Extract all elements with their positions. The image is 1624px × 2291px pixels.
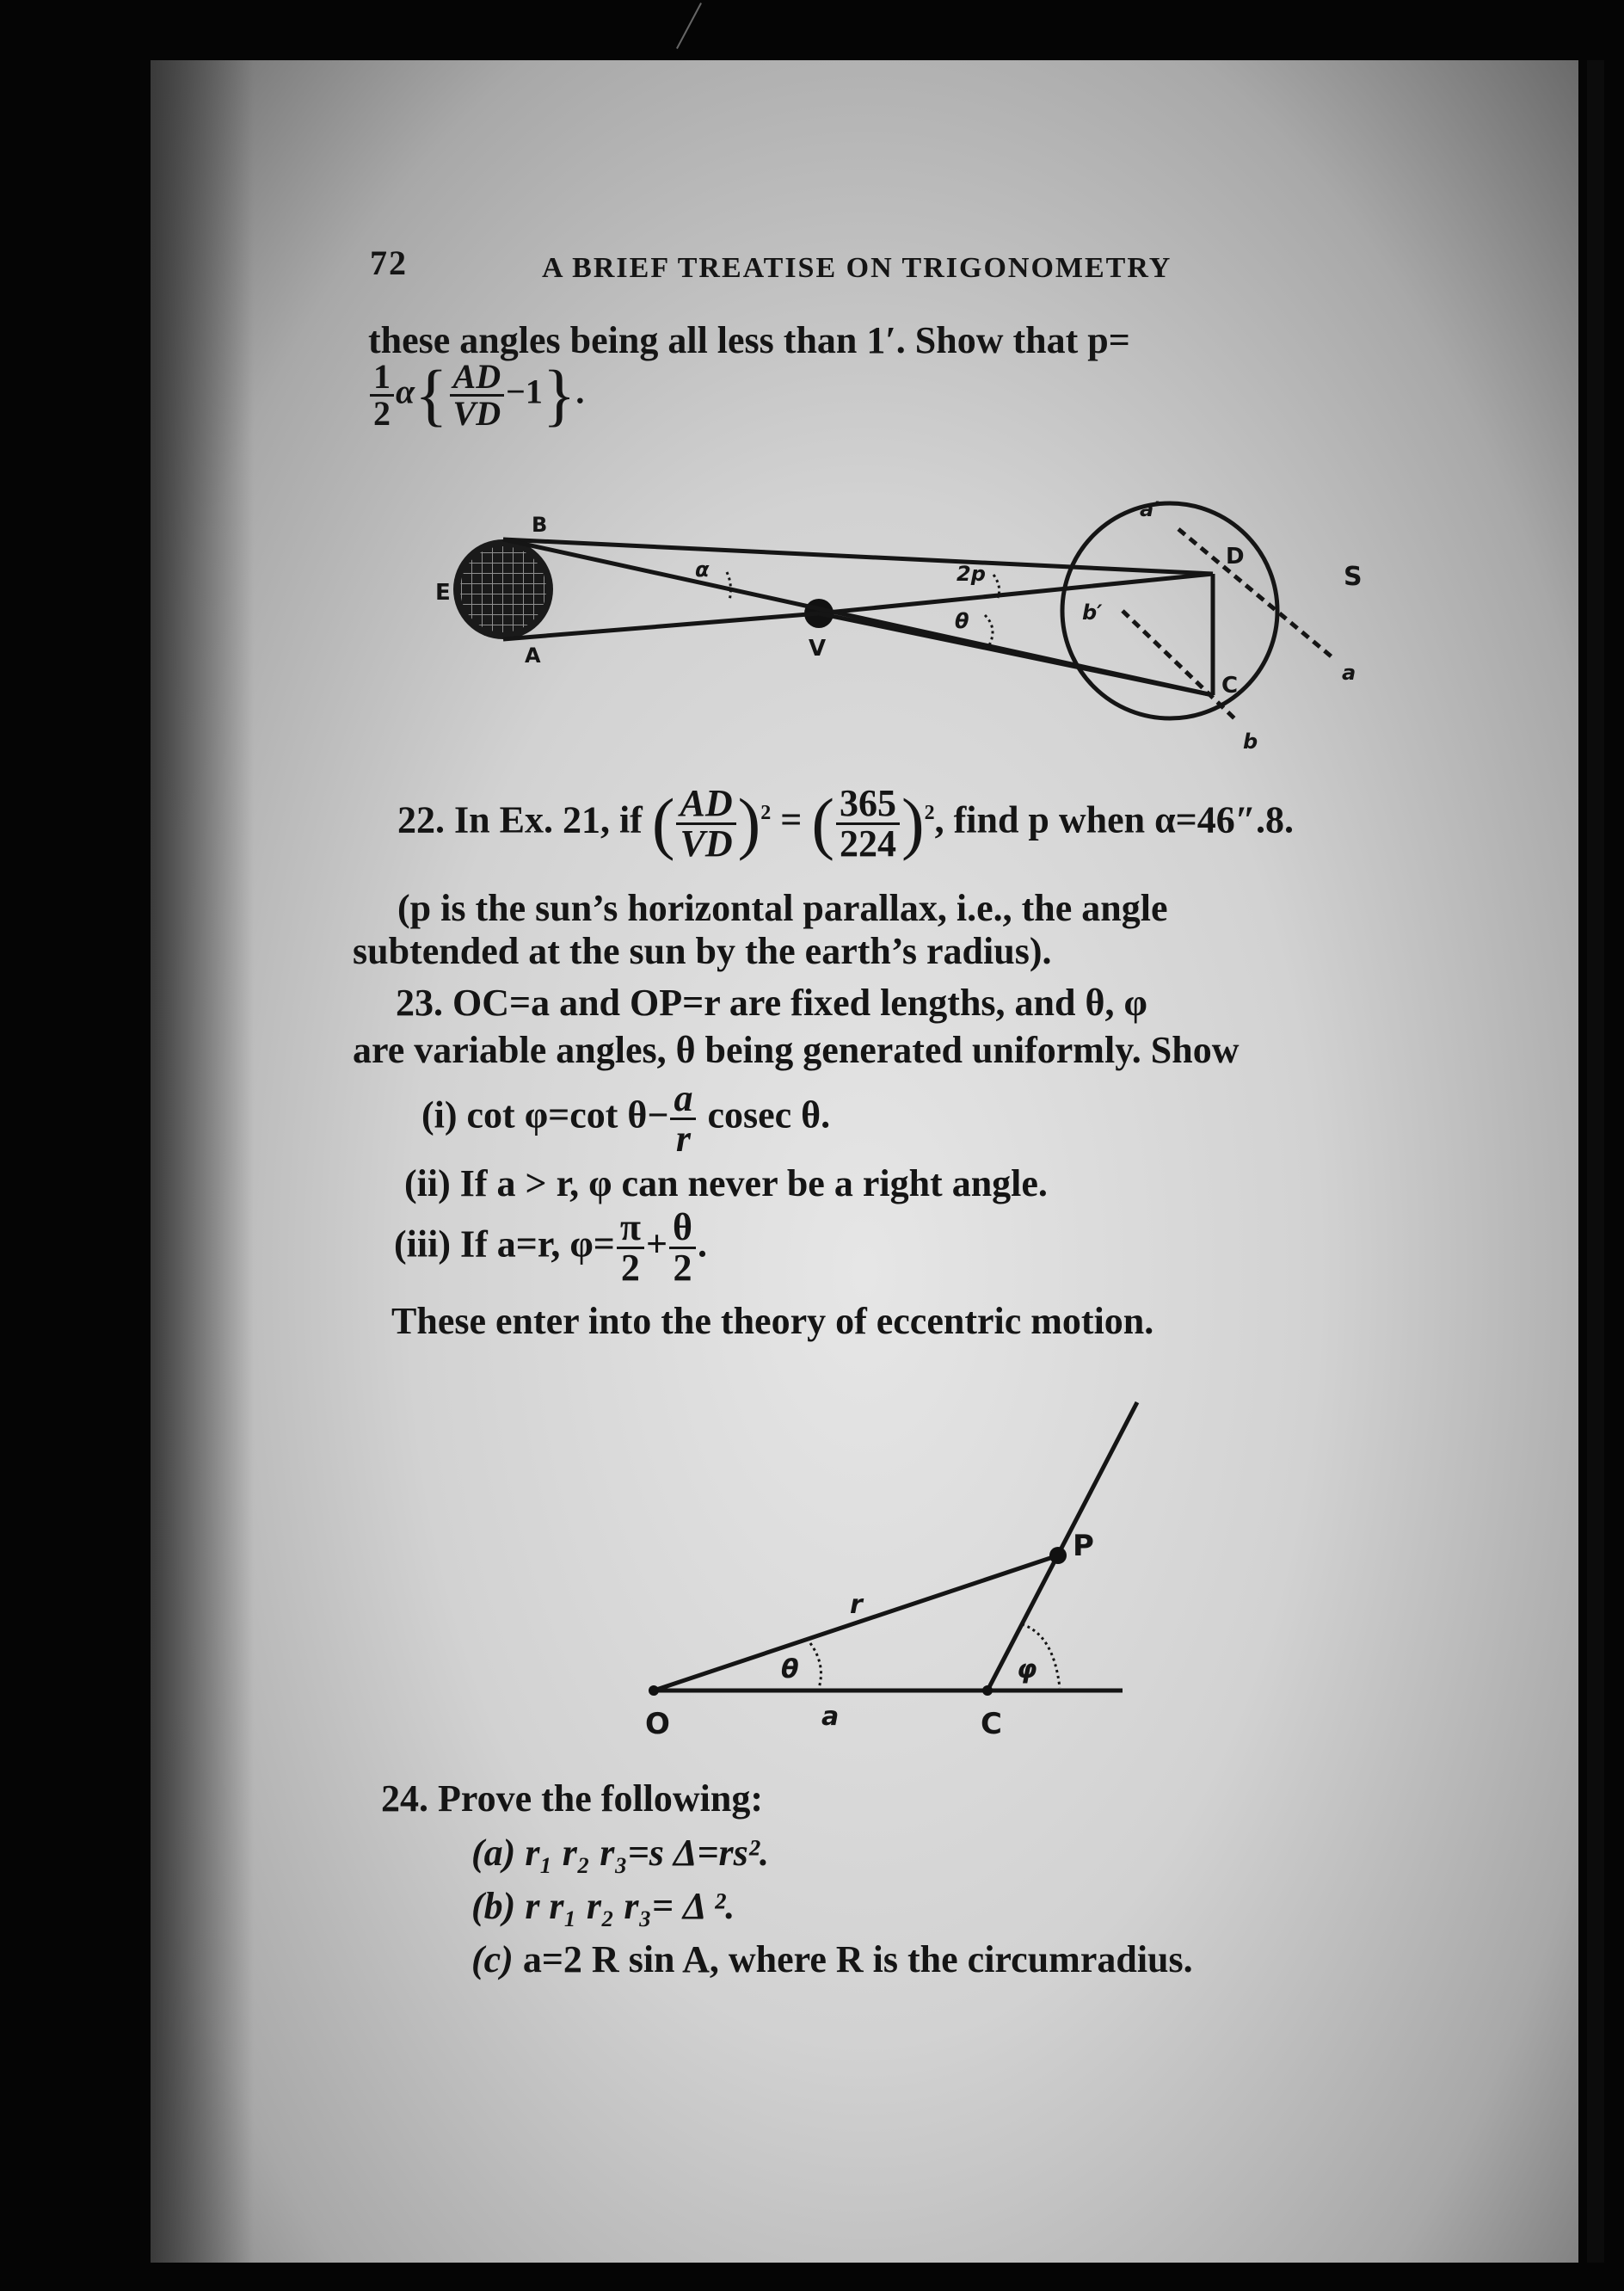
- item-b-text: r r₁ r₂ r₃= Δ ².: [525, 1885, 735, 1927]
- label-e: E: [435, 580, 451, 606]
- line-b-prime-b: [1123, 611, 1234, 718]
- page-edge-shadow: [151, 60, 254, 2263]
- fraction-half: $\frac{1}{2}$: [370, 360, 394, 431]
- label-d: D: [1226, 544, 1245, 570]
- ex24-item-b: [471, 1884, 735, 1928]
- fraction-ad-vd: $\frac{AD}{VD}$: [450, 360, 505, 431]
- label-p: P: [1073, 1529, 1094, 1563]
- arc-theta-2: [810, 1643, 821, 1688]
- ex22-lead: In Ex. 21, if: [454, 798, 643, 841]
- fraction-a-r: $\frac{a}{r}$: [670, 1080, 696, 1158]
- running-title: A BRIEF TREATISE ON TRIGONOMETRY: [542, 252, 1172, 284]
- label-v: V: [809, 636, 827, 662]
- line-b-d: [503, 539, 1213, 574]
- label-o: O: [645, 1707, 670, 1741]
- label-2p: 2p: [957, 562, 986, 586]
- label-b-sun: b: [1243, 730, 1258, 754]
- label-a-sun: a: [1342, 661, 1356, 685]
- ex23-closing: These enter into the theory of eccentric motion.: [391, 1300, 1154, 1342]
- ex22-line1: [397, 782, 1295, 865]
- item-i-lead: (i) cot φ=cot θ−: [421, 1093, 669, 1136]
- page-number: 72: [370, 243, 408, 282]
- fraction-365-224: $\frac{365}{224}$: [836, 785, 900, 863]
- label-alpha: α: [695, 557, 710, 582]
- item-a-text: r₁ r₂ r₃=s Δ=rs².: [525, 1832, 769, 1874]
- close-bracket: }: [542, 357, 576, 434]
- label-a-prime: a′: [1140, 497, 1160, 521]
- equals: =: [780, 798, 803, 841]
- open-paren-1: (: [651, 785, 675, 862]
- line-v-d: [819, 574, 1213, 613]
- item-i-tail: cosec θ.: [707, 1093, 831, 1136]
- ex22-line3: subtended at the sun by the earth’s radius).: [353, 930, 1052, 972]
- page-right-border: [1587, 60, 1604, 2263]
- point-p: [1049, 1547, 1067, 1564]
- figure-sun-earth-parallax: [430, 490, 1393, 766]
- exponent-2: 2: [924, 801, 935, 824]
- point-o: [649, 1685, 659, 1696]
- label-b-prime: b′: [1082, 600, 1103, 625]
- ex24-title: 24. Prove the following:: [381, 1777, 764, 1820]
- line-a-v: [503, 613, 819, 639]
- period: .: [698, 1222, 708, 1266]
- figure-eccentric-motion: [619, 1385, 1153, 1755]
- item-b-label: (b): [471, 1885, 516, 1927]
- plus-sign: +: [645, 1222, 668, 1266]
- ex22-line2: (p is the sun’s horizontal parallax, i.e., the angle: [397, 887, 1168, 929]
- ex23-line1: 23. OC=a and OP=r are fixed lengths, and θ, φ: [396, 982, 1147, 1024]
- ex24-item-c: [471, 1937, 1193, 1981]
- ex23-item-iii: [394, 1206, 708, 1289]
- period: .: [575, 372, 585, 411]
- close-paren-1: ): [737, 785, 761, 862]
- item-a-label: (a): [471, 1832, 516, 1874]
- alpha-symbol: α: [396, 372, 415, 411]
- arc-theta: [985, 615, 993, 645]
- earth-globe: [453, 539, 553, 639]
- ex22-tail: , find p when α=46″.8.: [934, 798, 1295, 841]
- ex21-tail-text: these angles being all less than 1′. Show that p=: [368, 319, 1130, 361]
- ex23-line2: are variable angles, θ being generated uniformly. Show: [353, 1029, 1240, 1071]
- fraction-ad-vd-22: $\frac{AD}{VD}$: [676, 785, 735, 863]
- open-paren-2: (: [811, 785, 834, 862]
- label-s: S: [1344, 562, 1363, 592]
- label-r: r: [850, 1590, 863, 1620]
- label-c-2: C: [981, 1707, 1002, 1741]
- line-v-c: [819, 613, 1213, 695]
- label-theta: θ: [955, 609, 969, 633]
- ex23-item-i: [421, 1077, 831, 1160]
- minus-one: −1: [506, 372, 543, 411]
- label-theta-2: θ: [781, 1654, 799, 1684]
- label-phi: φ: [1017, 1654, 1037, 1684]
- ex24-item-a: [471, 1831, 769, 1875]
- item-c-label: (c): [471, 1938, 514, 1980]
- line-cp-extended: [987, 1402, 1137, 1691]
- item-iii-lead: (iii) If a=r, φ=: [394, 1222, 615, 1266]
- close-paren-2: ): [901, 785, 925, 862]
- fraction-theta-2: $\frac{\theta}{2}$: [669, 1209, 696, 1287]
- ex21-formula: [368, 357, 585, 434]
- point-c: [982, 1685, 993, 1696]
- label-a-2: a: [821, 1702, 840, 1732]
- ex22-number: 22.: [397, 798, 445, 841]
- exponent-1: 2: [760, 801, 772, 824]
- item-c-text: a=2 R sin A, where R is the circumradius.: [522, 1938, 1193, 1980]
- label-a-earth: A: [525, 644, 541, 668]
- open-bracket: {: [415, 357, 448, 434]
- label-c: C: [1221, 673, 1239, 699]
- label-b: B: [532, 513, 548, 537]
- arc-alpha: [727, 572, 730, 600]
- ex23-item-ii: (ii) If a > r, φ can never be a right angle.: [404, 1162, 1048, 1204]
- fraction-pi-2: $\frac{\pi}{2}$: [617, 1209, 644, 1287]
